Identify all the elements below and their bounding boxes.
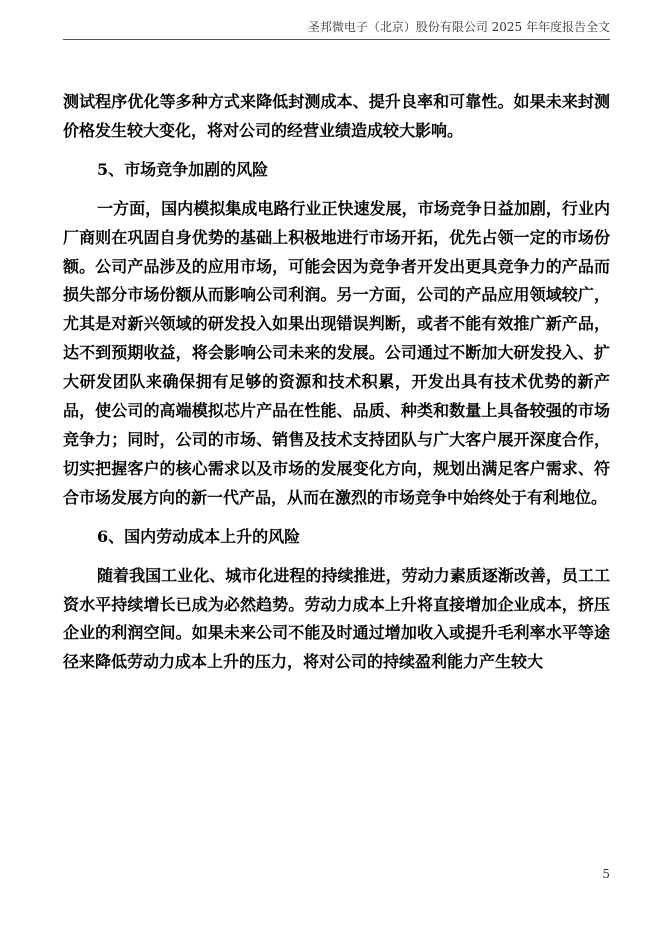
section-heading-labor-cost: 6、国内劳动成本上升的风险 (97, 526, 301, 546)
paragraph-labor-cost: 随着我国工业化、城市化进程的持续推进，劳动力素质逐渐改善，员工工资水平持续增长已成为必然趋势。劳动力成本上升将直接增加企业成本，挤压企业的利润空间。如果未来公司不能及时通过增加收入或提升毛利率水平等途径来降低劳动力成本上升的压力，将对公司的持续盈利能力产生较大 (63, 565, 610, 672)
paragraph-market-competition: 一方面，国内模拟集成电路行业正快速发展，市场竞争日益加剧，行业内厂商则在巩固自身优势的基础上积极地进行市场开拓，优先占领一定的市场份额。公司产品涉及的应用市场，可能会因为竞争者开发出更具竞争力的产品而损失部分市场份额从而影响公司利润。另一方面，公司的产品应用领域较广，尤其是对新兴领域的研发投入如果出现错误判断，或者不能有效推广新产品，达不到预期收益，将会影响公司未来的发展。公司通过不断加大研发投入、扩大研发团队来确保拥有足够的资源和技术积累，开发出具有技术优势的新产品，使公司的高端模拟芯片产品在性能、品质、种类和数量上具备较强的市场竞争力；同时，公司的市场、销售及技术支持团队与广大客户展开深度合作，切实把握客户的核心需求以及市场的发展变化方向，规划出满足客户需求、符合市场发展方向的新一代产品，从而在激烈的市场竞争中始终处于有利地位。 (63, 198, 610, 507)
page-number: 5 (602, 867, 610, 881)
page-body (63, 88, 610, 677)
header-divider (63, 39, 610, 40)
section-heading-market-competition: 5、市场竞争加剧的风险 (97, 159, 269, 179)
paragraph-continued: 测试程序优化等多种方式来降低封测成本、提升良率和可靠性。如果未来封测价格发生较大变化，将对公司的经营业绩造成较大影响。 (63, 92, 610, 140)
running-header: 圣邦微电子（北京）股份有限公司 2025 年年度报告全文 (307, 20, 610, 34)
